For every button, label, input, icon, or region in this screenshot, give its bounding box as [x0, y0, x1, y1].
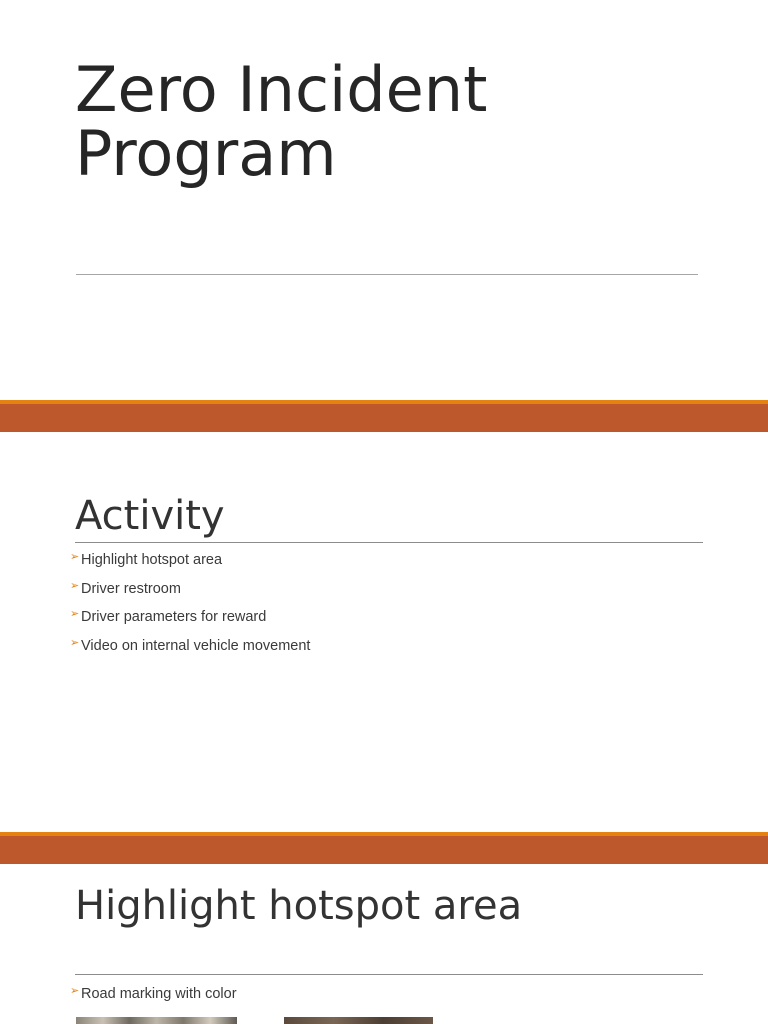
list-item [70, 579, 310, 608]
slide-separator-band [0, 832, 768, 864]
slide-activity [0, 432, 768, 832]
page-title: Zero Incident Program [75, 53, 488, 190]
title-divider [76, 274, 698, 275]
list-item [70, 984, 237, 1013]
slide-hotspot [0, 864, 768, 1024]
bullet-list [70, 550, 310, 665]
list-item-text: Driver parameters for reward [81, 609, 267, 626]
list-item [70, 607, 310, 636]
list-item-text: Driver restroom [81, 580, 181, 597]
heading-divider [75, 542, 703, 543]
road-photo [76, 1017, 237, 1024]
list-item [70, 550, 310, 579]
slide-heading: Activity [75, 493, 225, 539]
list-item-text: Video on internal vehicle movement [81, 638, 311, 655]
list-item [70, 636, 310, 665]
arrow-bullet-icon: ➢ [70, 608, 80, 621]
bullet-list [70, 984, 237, 1013]
slide-separator-band [0, 400, 768, 432]
list-item-text: Highlight hotspot area [81, 552, 223, 568]
arrow-bullet-icon: ➢ [70, 637, 80, 650]
arrow-bullet-icon: ➢ [70, 579, 80, 592]
slide-title [0, 0, 768, 400]
slide-heading: Highlight hotspot area [75, 883, 523, 929]
arrow-bullet-icon: ➢ [70, 551, 80, 563]
arrow-bullet-icon: ➢ [70, 985, 80, 997]
road-photo [284, 1017, 433, 1024]
list-item-text: Road marking with color [81, 986, 237, 1002]
heading-divider [75, 974, 703, 975]
